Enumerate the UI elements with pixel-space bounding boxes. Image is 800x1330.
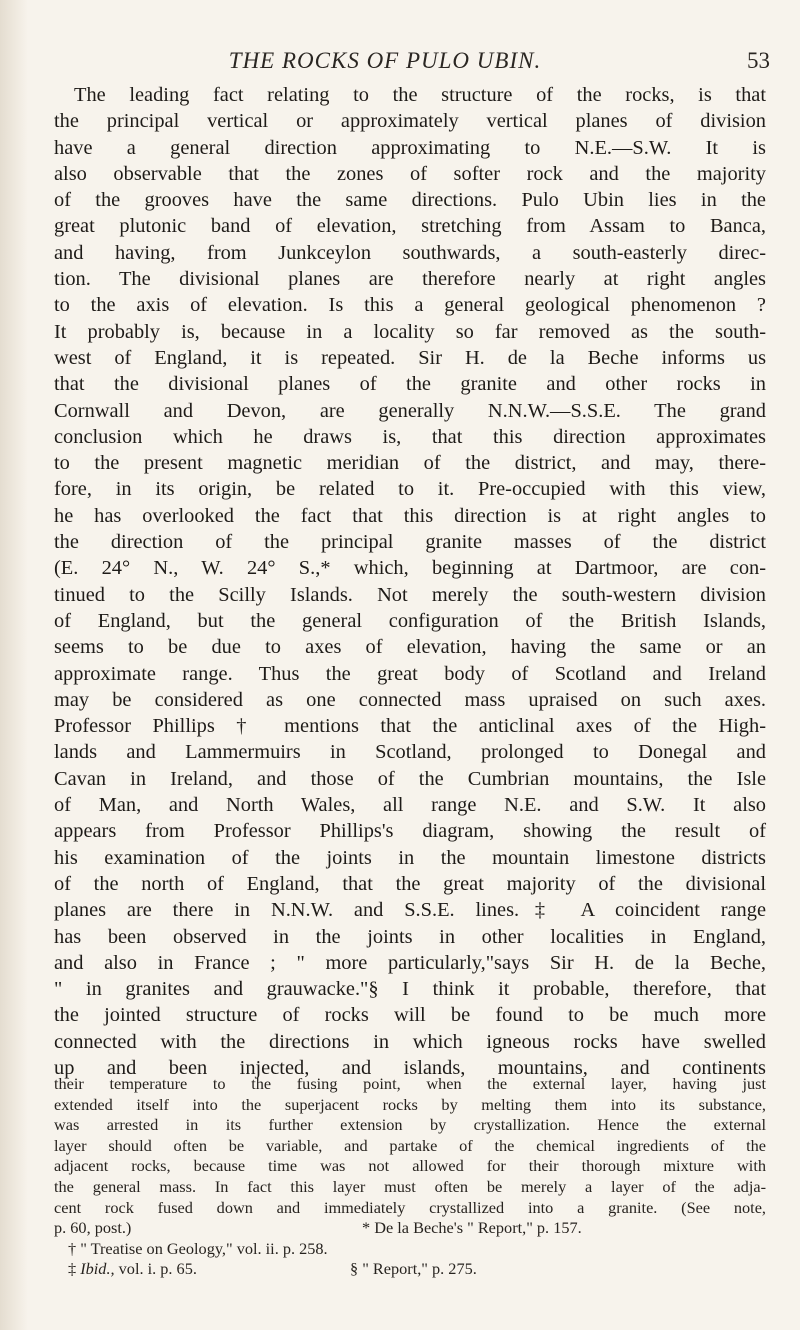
text-line: seems to be due to axes of elevation, having the same or an bbox=[54, 636, 766, 659]
text-line: Cornwall and Devon, are generally N.N.W.—S.S.E. The grand bbox=[54, 399, 766, 422]
footnote-line: extended itself into the superjacent rocks by melting them into its substance, bbox=[54, 1094, 766, 1114]
footnote-row-1 bbox=[54, 1218, 766, 1239]
footnote-line: the general mass. In fact this layer must often be merely a layer of the adja- bbox=[54, 1176, 766, 1196]
text-line: that the divisional planes of the granite and other rocks in bbox=[54, 373, 766, 396]
text-line: also observable that the zones of softer rock and the majority bbox=[54, 162, 766, 185]
text-line: to the axis of elevation. Is this a general geological phenomenon ? bbox=[54, 294, 766, 317]
binding-shadow bbox=[0, 0, 28, 1330]
text-line: It probably is, because in a locality so far removed as the south- bbox=[54, 320, 766, 343]
footnote-line: adjacent rocks, because time was not allowed for their thorough mixture with bbox=[54, 1156, 766, 1176]
text-line: up and been injected, and islands, mountains, and continents bbox=[54, 1056, 766, 1079]
text-line: of the north of England, that the great majority of the divisional bbox=[54, 872, 766, 895]
footnote-dagger: † " Treatise on Geology," vol. ii. p. 258. bbox=[68, 1238, 328, 1258]
footnote-line: cent rock fused down and immediately crystallized into a granite. (See note, bbox=[54, 1197, 766, 1217]
footnote-ibid-rest: vol. i. p. 65. bbox=[114, 1259, 197, 1279]
text-line: the principal vertical or approximately vertical planes of division bbox=[54, 110, 766, 133]
text-line: Professor Phillips † mentions that the anticlinal axes of the High- bbox=[54, 715, 766, 738]
body-text bbox=[54, 82, 766, 1081]
footnote-continued bbox=[54, 1074, 766, 1218]
running-header: THE ROCKS OF PULO UBIN. bbox=[228, 48, 542, 73]
text-line: The leading fact relating to the structure of the rocks, is that bbox=[74, 84, 766, 106]
footnote-double-dagger: ‡ Ibid., vol. i. p. 65. bbox=[68, 1259, 197, 1279]
text-line: " in granites and grauwacke."§ I think it probable, therefore, that bbox=[54, 978, 766, 1001]
text-line: of England, but the general configuration of the British Islands, bbox=[54, 609, 766, 632]
text-line: connected with the directions in which igneous rocks have swelled bbox=[54, 1030, 766, 1053]
text-line: fore, in its origin, be related to it. Pre-occupied with this view, bbox=[54, 478, 766, 501]
text-line: Cavan in Ireland, and those of the Cumbrian mountains, the Isle bbox=[54, 767, 766, 790]
text-line: has been observed in the joints in other localities in England, bbox=[54, 925, 766, 948]
text-line: the direction of the principal granite masses of the district bbox=[54, 531, 766, 554]
footnote-section: § " Report," p. 275. bbox=[350, 1259, 477, 1279]
text-line: have a general direction approximating to N.E.—S.W. It is bbox=[54, 136, 766, 159]
footnote-line: their temperature to the fusing point, when the external layer, having just bbox=[54, 1074, 766, 1093]
text-line: great plutonic band of elevation, stretching from Assam to Banca, bbox=[54, 215, 766, 238]
text-line: tion. The divisional planes are therefore nearly at right angles bbox=[54, 268, 766, 291]
text-line: and having, from Junkceylon southwards, a south-easterly direc- bbox=[54, 241, 766, 264]
text-line: to the present magnetic meridian of the district, and may, there- bbox=[54, 452, 766, 475]
text-line: of the grooves have the same directions. Pulo Ubin lies in the bbox=[54, 189, 766, 212]
page-number: 53 bbox=[747, 48, 770, 73]
footnote-row-3 bbox=[54, 1259, 766, 1280]
text-line: lands and Lammermuirs in Scotland, prolonged to Donegal and bbox=[54, 741, 766, 764]
text-line: planes are there in N.N.W. and S.S.E. lines.‡ A coincident range bbox=[54, 899, 766, 922]
footnote-line: layer should often be variable, and partake of the chemical ingredients of the bbox=[54, 1135, 766, 1155]
footnote-row-2 bbox=[54, 1239, 766, 1260]
text-line: his examination of the joints in the mountain limestone districts bbox=[54, 846, 766, 869]
text-line: may be considered as one connected mass upraised on such axes. bbox=[54, 688, 766, 711]
text-line: he has overlooked the fact that this direction is at right angles to bbox=[54, 504, 766, 527]
text-line: and also in France ; " more particularly,"says Sir H. de la Beche, bbox=[54, 951, 766, 974]
text-line: conclusion which he draws is, that this direction approximates bbox=[54, 425, 766, 448]
text-line: the jointed structure of rocks will be found to be much more bbox=[54, 1004, 766, 1027]
text-line: (E. 24° N., W. 24° S.,* which, beginning at Dartmoor, are con- bbox=[54, 557, 766, 580]
text-line: approximate range. Thus the great body of Scotland and Ireland bbox=[54, 662, 766, 685]
text-line: of Man, and North Wales, all range N.E. and S.W. It also bbox=[54, 794, 766, 817]
text-line: appears from Professor Phillips's diagram, showing the result of bbox=[54, 820, 766, 843]
text-line: west of England, it is repeated. Sir H. de la Beche informs us bbox=[54, 346, 766, 369]
text-line: tinued to the Scilly Islands. Not merely the south-western division bbox=[54, 583, 766, 606]
footnote-line: was arrested in its further extension by crystallization. Hence the external bbox=[54, 1115, 766, 1135]
footnote-ibid: Ibid., bbox=[80, 1259, 115, 1279]
footnote-text: p. 60, post.) bbox=[54, 1218, 132, 1237]
footnote-star: * De la Beche's " Report," p. 157. bbox=[362, 1218, 582, 1237]
